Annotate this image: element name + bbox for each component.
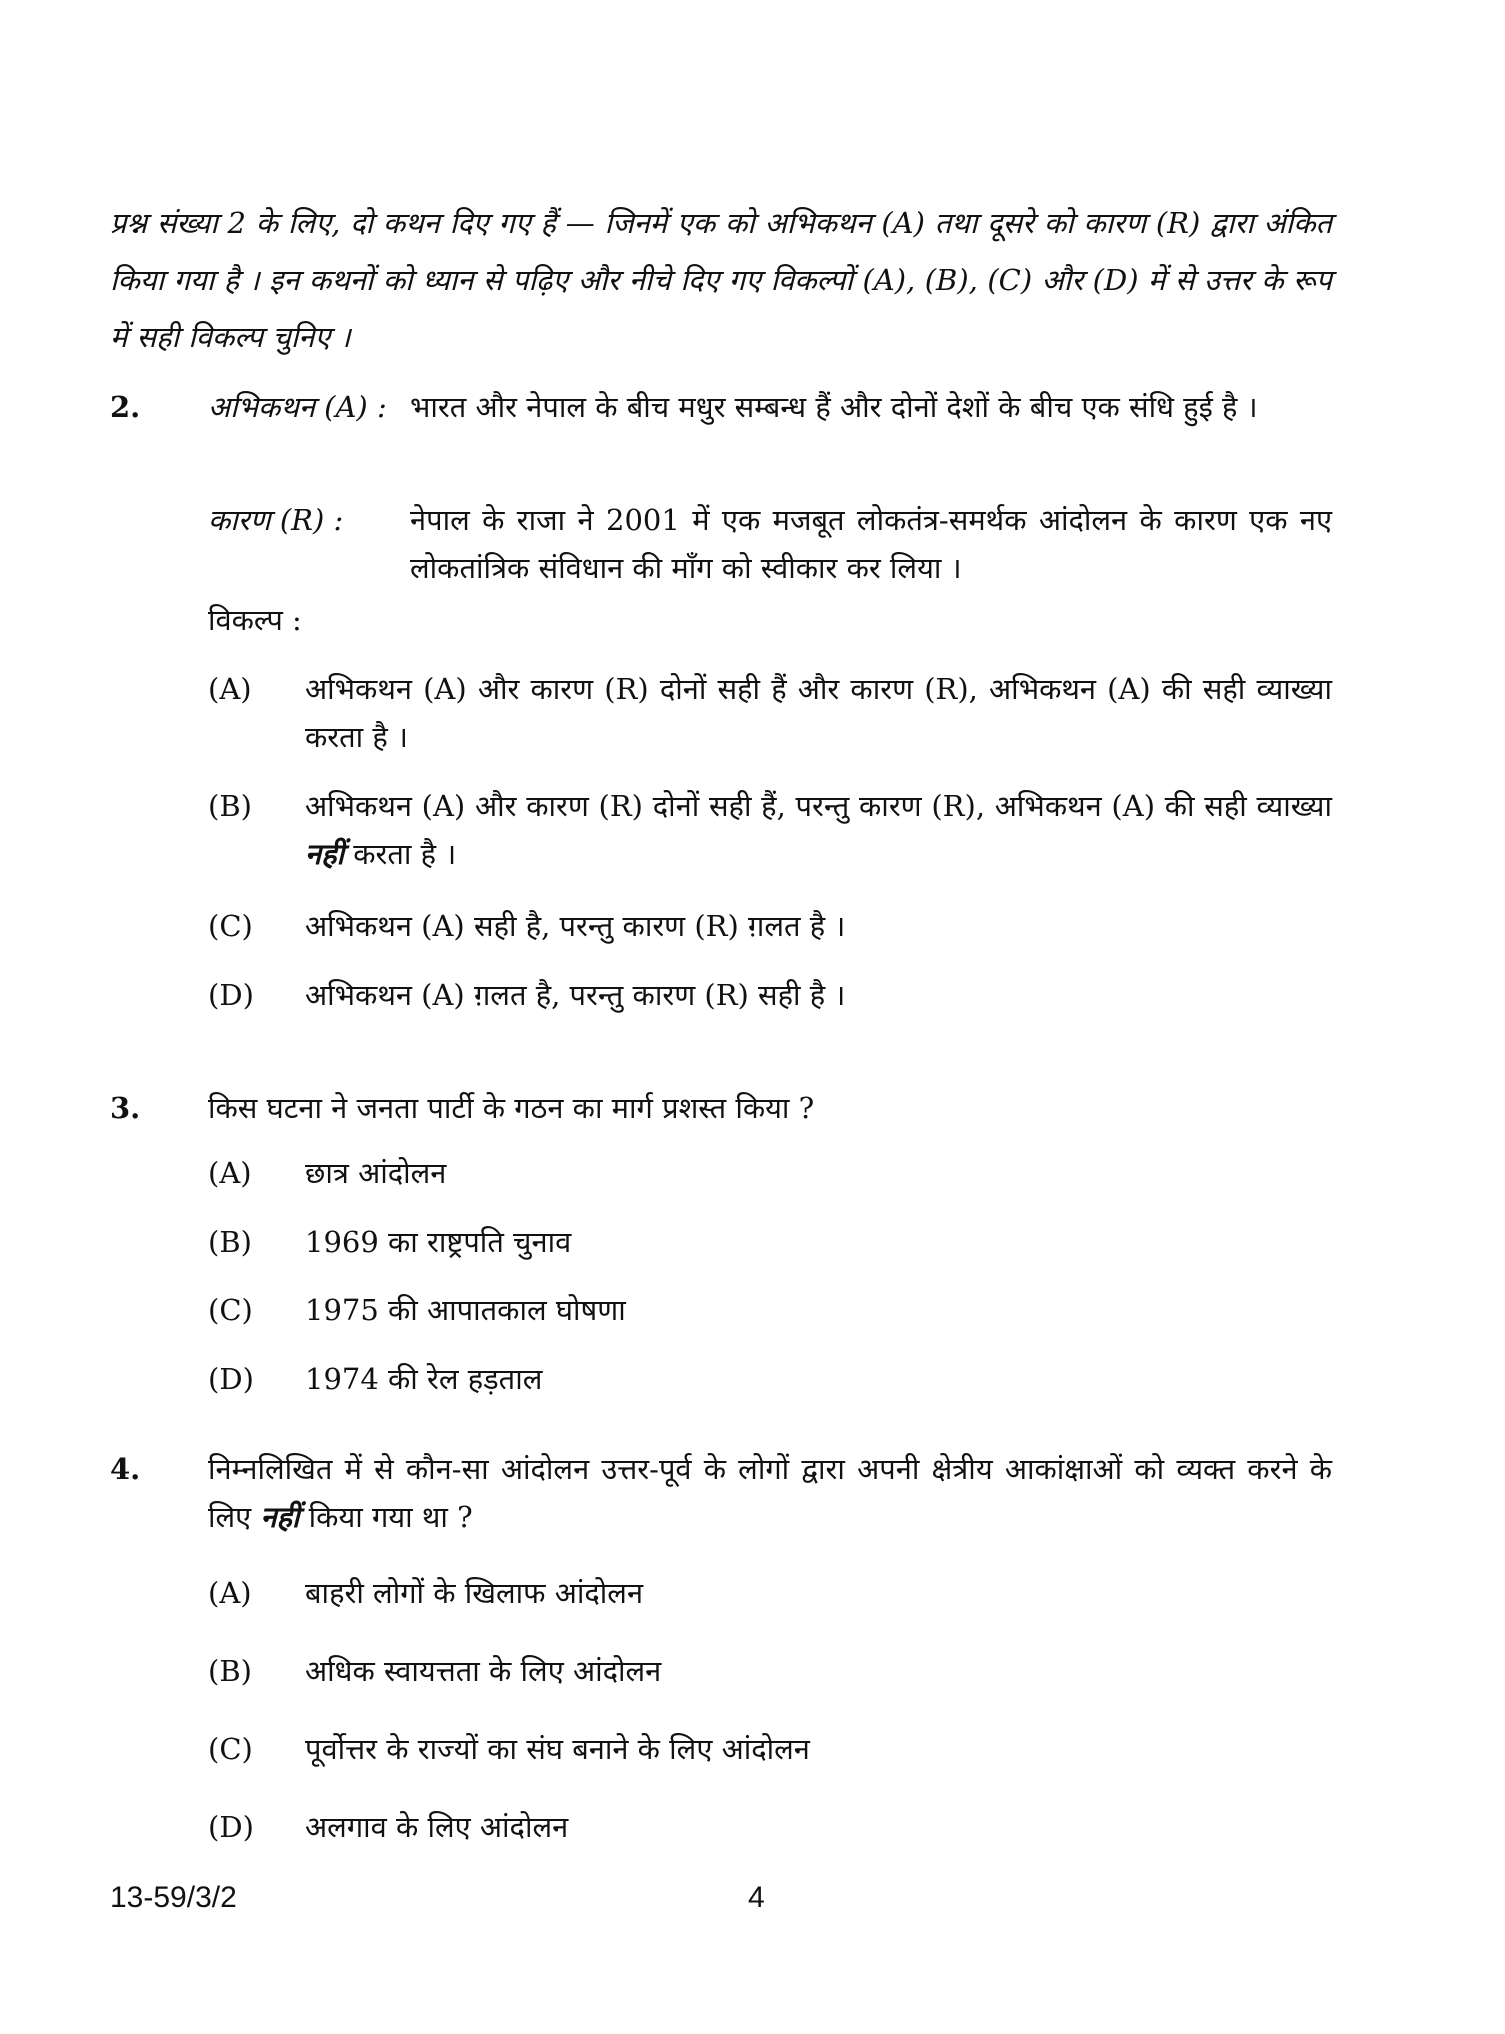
page-number: 4 bbox=[748, 1881, 765, 1914]
option-label: (D) bbox=[208, 1362, 254, 1396]
option-text-part: करता है । bbox=[353, 837, 457, 871]
option-label: (C) bbox=[208, 1732, 253, 1766]
question-text: किस घटना ने जनता पार्टी के गठन का मार्ग प्रशस्त किया ? bbox=[208, 1091, 815, 1125]
emphasis-text: नहीं bbox=[305, 837, 345, 871]
paper-code: 13-59/3/2 bbox=[110, 1881, 237, 1914]
option-text: 1974 की रेल हड़ताल bbox=[305, 1362, 543, 1396]
option-text: छात्र आंदोलन bbox=[305, 1156, 447, 1190]
option-label: (B) bbox=[208, 1225, 252, 1259]
option-label: (D) bbox=[208, 978, 254, 1012]
option-text: अभिकथन (A) सही है, परन्तु कारण (R) ग़लत है । bbox=[305, 909, 846, 943]
question-text-part: निम्नलिखित में से कौन-सा आंदोलन उत्तर-पूर्व के लोगों द्वारा अपनी क्षेत्रीय आकांक्षाओं को व्यक्त करने के लिए bbox=[208, 1452, 1332, 1534]
option-label: (B) bbox=[208, 789, 252, 823]
reason-label: कारण (R) : bbox=[208, 503, 344, 537]
option-label: (B) bbox=[208, 1654, 252, 1688]
option-label: (C) bbox=[208, 909, 253, 943]
option-label: (C) bbox=[208, 1293, 253, 1327]
options-label: विकल्प : bbox=[208, 603, 302, 637]
reason-text: नेपाल के राजा ने 2001 में एक मजबूत लोकतंत्र-समर्थक आंदोलन के कारण एक नए लोकतांत्रिक संविधान की माँग को स्वीकार कर लिया । bbox=[410, 503, 1332, 585]
option-label: (A) bbox=[208, 1156, 252, 1190]
option-text: पूर्वोत्तर के राज्यों का संघ बनाने के लिए आंदोलन bbox=[305, 1732, 810, 1766]
question-number: 4. bbox=[110, 1452, 141, 1486]
option-text: अलगाव के लिए आंदोलन bbox=[305, 1810, 569, 1844]
option-text bbox=[305, 782, 1332, 878]
option-label: (A) bbox=[208, 672, 252, 706]
option-text: बाहरी लोगों के खिलाफ आंदोलन bbox=[305, 1576, 644, 1610]
option-text: अभिकथन (A) और कारण (R) दोनों सही हैं और कारण (R), अभिकथन (A) की सही व्याख्या करता है । bbox=[305, 672, 1332, 754]
option-text: अधिक स्वायत्तता के लिए आंदोलन bbox=[305, 1654, 662, 1688]
assertion-label: अभिकथन (A) : bbox=[208, 390, 387, 424]
question-number: 3. bbox=[110, 1091, 141, 1125]
option-label: (D) bbox=[208, 1810, 254, 1844]
question-text-part: किया गया था ? bbox=[308, 1500, 473, 1534]
assertion-text: भारत और नेपाल के बीच मधुर सम्बन्ध हैं और दोनों देशों के बीच एक संधि हुई है । bbox=[410, 390, 1258, 424]
instructions: प्रश्न संख्या 2 के लिए, दो कथन दिए गए हैं — जिनमें एक को अभिकथन (A) तथा दूसरे को कारण (R) द्वारा अंकित किया गया है । इन कथनों को ध्यान से पढ़िए और नीचे दिए गए विकल्पों (A), (B), (C) और (D) में से उत्तर के रूप में सही विकल्प चुनिए । bbox=[110, 206, 1332, 354]
option-text-part: अभिकथन (A) और कारण (R) दोनों सही हैं, परन्तु कारण (R), अभिकथन (A) की सही व्याख्या bbox=[305, 789, 1332, 823]
question-number: 2. bbox=[110, 390, 141, 424]
option-text: 1975 की आपातकाल घोषणा bbox=[305, 1293, 626, 1327]
option-text: 1969 का राष्ट्रपति चुनाव bbox=[305, 1225, 572, 1259]
option-label: (A) bbox=[208, 1576, 252, 1610]
question-text bbox=[208, 1445, 1332, 1541]
emphasis-text: नहीं bbox=[260, 1500, 300, 1534]
option-text: अभिकथन (A) ग़लत है, परन्तु कारण (R) सही है । bbox=[305, 978, 846, 1012]
